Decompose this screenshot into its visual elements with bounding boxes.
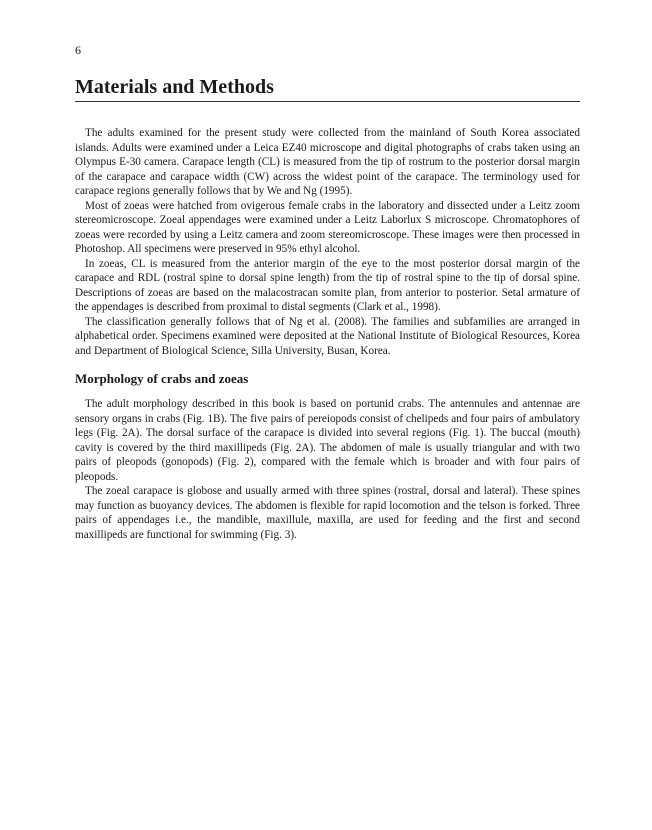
paragraph: In zoeas, CL is measured from the anterior margin of the eye to the most posterior dorsal margin of the carapace and RDL (rostral spine to dorsal spine length) from the tip of rostral spine to the tip of dorsal spine. Descriptions of zoeas are based on the malacostracan somite plan, from anterior to posterior. Setal armature of the appendages is described from proximal to distal segments (Clark et al., 1998). — [75, 257, 580, 313]
paragraph: The classification generally follows that of Ng et al. (2008). The families and subfamilies are arranged in alphabetical order. Specimens examined were deposited at the National Institute of Biological Resources, Korea and Department of Biological Science, Silla University, Busan, Korea. — [75, 315, 580, 357]
section-heading: Morphology of crabs and zoeas — [75, 371, 249, 386]
page-number: 6 — [75, 43, 81, 57]
chapter-title: Materials and Methods — [75, 76, 274, 98]
title-divider — [75, 101, 580, 102]
paragraph: The adult morphology described in this book is based on portunid crabs. The antennules and antennae are sensory organs in crabs (Fig. 1B). The five pairs of pereiopods consist of chelipeds and four pairs of ambulatory legs (Fig. 2A). The dorsal surface of the carapace is divided into several regions (Fig. 1). The buccal (mouth) cavity is covered by the third maxillipeds (Fig. 2A). The abdomen of male is usually triangular and with two pairs of pleopods (gonopods) (Fig. 2), compared with the female which is broader and with four pairs of pleopods. — [75, 398, 580, 483]
paragraph: The adults examined for the present study were collected from the mainland of South Korea associated islands. Adults were examined under a Leica EZ40 microscope and digital photographs of crabs taken using an Olympus E-30 camera. Carapace length (CL) is measured from the tip of rostrum to the posterior dorsal margin of the carapace and carapace width (CW) across the widest point of the carapace. The terminology used for carapace regions generally follows that by We and Ng (1995). — [75, 127, 580, 197]
body-text — [75, 126, 580, 542]
paragraph: Most of zoeas were hatched from ovigerous female crabs in the laboratory and dissected under a Leitz zoom stereomicroscope. Zoeal appendages were examined under a Leitz Laborlux S microscope. Chromatophores of zoeas were recorded by using a Leitz camera and zoom stereomicroscope. These images were then processed in Photoshop. All specimens were preserved in 95% ethyl alcohol. — [75, 199, 580, 255]
paragraph: The zoeal carapace is globose and usually armed with three spines (rostral, dorsal and lateral). These spines may function as buoyancy devices. The abdomen is flexible for rapid locomotion and the telson is forked. Three pairs of appendages i.e., the mandible, maxillule, maxilla, are used for feeding and the first and second maxillipeds are functional for swimming (Fig. 3). — [75, 485, 580, 541]
